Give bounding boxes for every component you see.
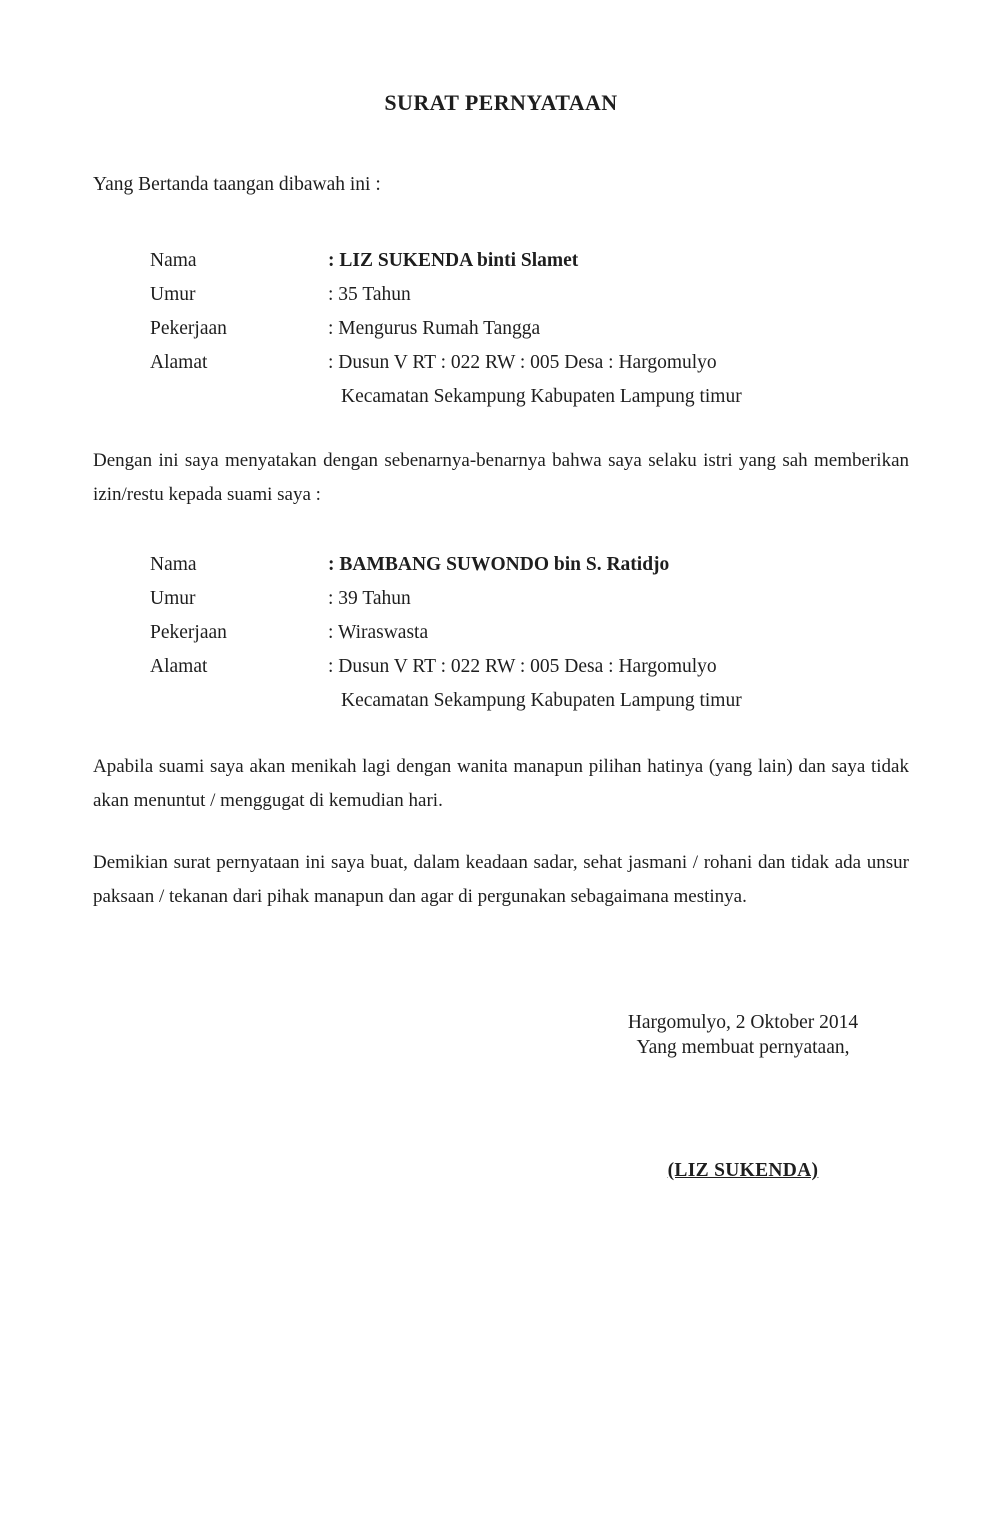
row-value: : BAMBANG SUWONDO bin S. Ratidjo xyxy=(328,554,670,575)
data-row-pekerjaan xyxy=(150,616,909,650)
data-row-umur xyxy=(150,582,909,616)
row-value xyxy=(328,650,909,718)
signature-block xyxy=(625,1010,861,1183)
data-row-pekerjaan xyxy=(150,312,909,346)
data-row-nama xyxy=(150,244,909,278)
row-value: : 39 Tahun xyxy=(328,588,411,609)
row-label: Alamat xyxy=(150,656,208,677)
row-value: : Mengurus Rumah Tangga xyxy=(328,318,541,339)
row-label: Pekerjaan xyxy=(150,318,227,339)
row-value: : 35 Tahun xyxy=(328,284,411,305)
person2-data-rows xyxy=(150,548,909,718)
signature-role-line: Yang membuat pernyataan, xyxy=(636,1037,850,1058)
data-row-alamat xyxy=(150,346,909,414)
signature-place-date: Hargomulyo, 2 Oktober 2014 xyxy=(627,1012,859,1033)
row-label: Umur xyxy=(150,588,196,609)
declaration-paragraph: Dengan ini saya menyatakan dengan sebenarnya-benarnya bahwa saya selaku istri yang sah memberikan izin/restu kepada suami saya : xyxy=(93,450,909,505)
data-row-umur xyxy=(150,278,909,312)
row-label: Nama xyxy=(150,250,197,271)
address-line-2: Kecamatan Sekampung Kabupaten Lampung timur xyxy=(341,386,742,407)
row-value: : Wiraswasta xyxy=(328,622,429,643)
row-label: Umur xyxy=(150,284,196,305)
data-row-alamat xyxy=(150,650,909,718)
condition-paragraph: Apabila suami saya akan menikah lagi dengan wanita manapun pilihan hatinya (yang lain) dan saya tidak akan menuntut / menggugat di kemudian hari. xyxy=(93,756,909,811)
document-title: SURAT PERNYATAAN xyxy=(384,90,618,115)
signature-name: (LIZ SUKENDA) xyxy=(667,1160,819,1181)
data-row-nama xyxy=(150,548,909,582)
address-line-1: : Dusun V RT : 022 RW : 005 Desa : Hargomulyo xyxy=(328,352,717,373)
opening-line: Yang Bertanda taangan dibawah ini : xyxy=(93,174,381,195)
row-label: Nama xyxy=(150,554,197,575)
row-label: Pekerjaan xyxy=(150,622,227,643)
row-value: : LIZ SUKENDA binti Slamet xyxy=(328,250,579,271)
person1-data-rows xyxy=(150,244,909,414)
address-line-1: : Dusun V RT : 022 RW : 005 Desa : Hargomulyo xyxy=(328,656,717,677)
row-label: Alamat xyxy=(150,352,208,373)
row-value xyxy=(328,346,909,414)
address-line-2: Kecamatan Sekampung Kabupaten Lampung timur xyxy=(341,690,742,711)
closing-paragraph: Demikian surat pernyataan ini saya buat, dalam keadaan sadar, sehat jasmani / rohani dan tidak ada unsur paksaan / tekanan dari pihak manapun dan agar di pergunakan sebagaimana mestinya. xyxy=(93,852,909,907)
